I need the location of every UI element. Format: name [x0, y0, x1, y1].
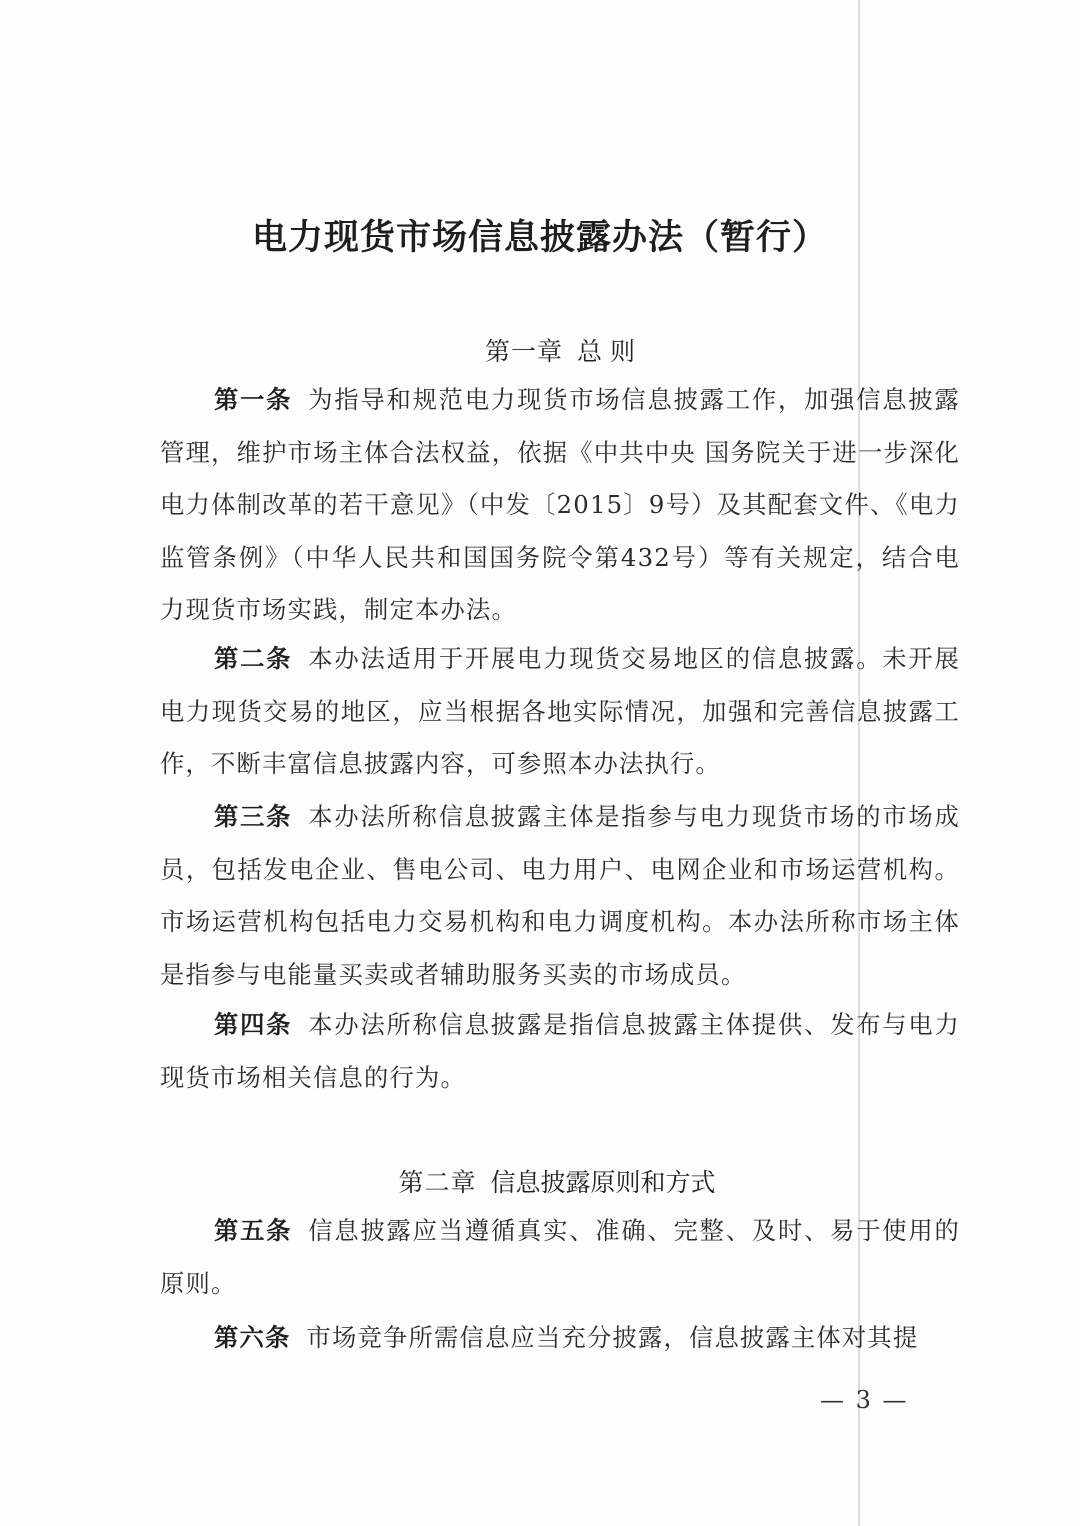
article-label: 第二条: [214, 644, 293, 673]
chapter-title: 信息披露原则和方式: [490, 1168, 716, 1197]
article-text: 信息披露应当遵循真实、准确、完整、及时、易于使用的原则。: [160, 1216, 960, 1298]
article-label: 第三条: [214, 802, 293, 831]
document-title: 电力现货市场信息披露办法（暂行）: [251, 218, 828, 258]
article-text: 为指导和规范电力现货市场信息披露工作，加强信息披露管理，维护市场主体合法权益，依据《中共中央 国务院关于进一步深化电力体制改革的若干意见》（中发〔2015〕9号）及其配套文件、《电力监管条例》（中华人民共和国国务院令第432号）等有关规定，结合电力现货市场实践，制定本办法。: [160, 385, 960, 624]
chapter-heading: [0, 332, 1080, 368]
article-paragraph: [160, 1205, 960, 1310]
chapter-title: 总 则: [577, 337, 635, 366]
article-paragraph: [160, 999, 960, 1104]
article-label: 第一条: [214, 385, 293, 414]
article-label: 第四条: [214, 1010, 293, 1039]
page-number: — 3 —: [820, 1386, 909, 1414]
chapter-number: 第二章: [398, 1168, 477, 1197]
article-paragraph: [160, 633, 960, 791]
article-text: 本办法所称信息披露主体是指参与电力现货市场的市场成员，包括发电企业、售电公司、电力用户、电网企业和市场运营机构。市场运营机构包括电力交易机构和电力调度机构。本办法所称市场主体是指参与电能量买卖或者辅助服务买卖的市场成员。: [160, 802, 960, 989]
chapter-heading: [0, 1163, 1080, 1199]
article-text: 本办法所称信息披露是指信息披露主体提供、发布与电力现货市场相关信息的行为。: [160, 1010, 960, 1092]
chapter-number: 第一章: [485, 337, 564, 366]
article-paragraph: [160, 374, 960, 637]
article-label: 第五条: [214, 1216, 293, 1245]
article-text: 市场竞争所需信息应当充分披露，信息披露主体对其提: [306, 1323, 919, 1352]
article-paragraph: [160, 1312, 960, 1365]
article-label: 第六条: [214, 1323, 291, 1352]
article-paragraph: [160, 791, 960, 1001]
article-text: 本办法适用于开展电力现货交易地区的信息披露。未开展电力现货交易的地区，应当根据各地实际情况，加强和完善信息披露工作，不断丰富信息披露内容，可参照本办法执行。: [160, 644, 960, 778]
